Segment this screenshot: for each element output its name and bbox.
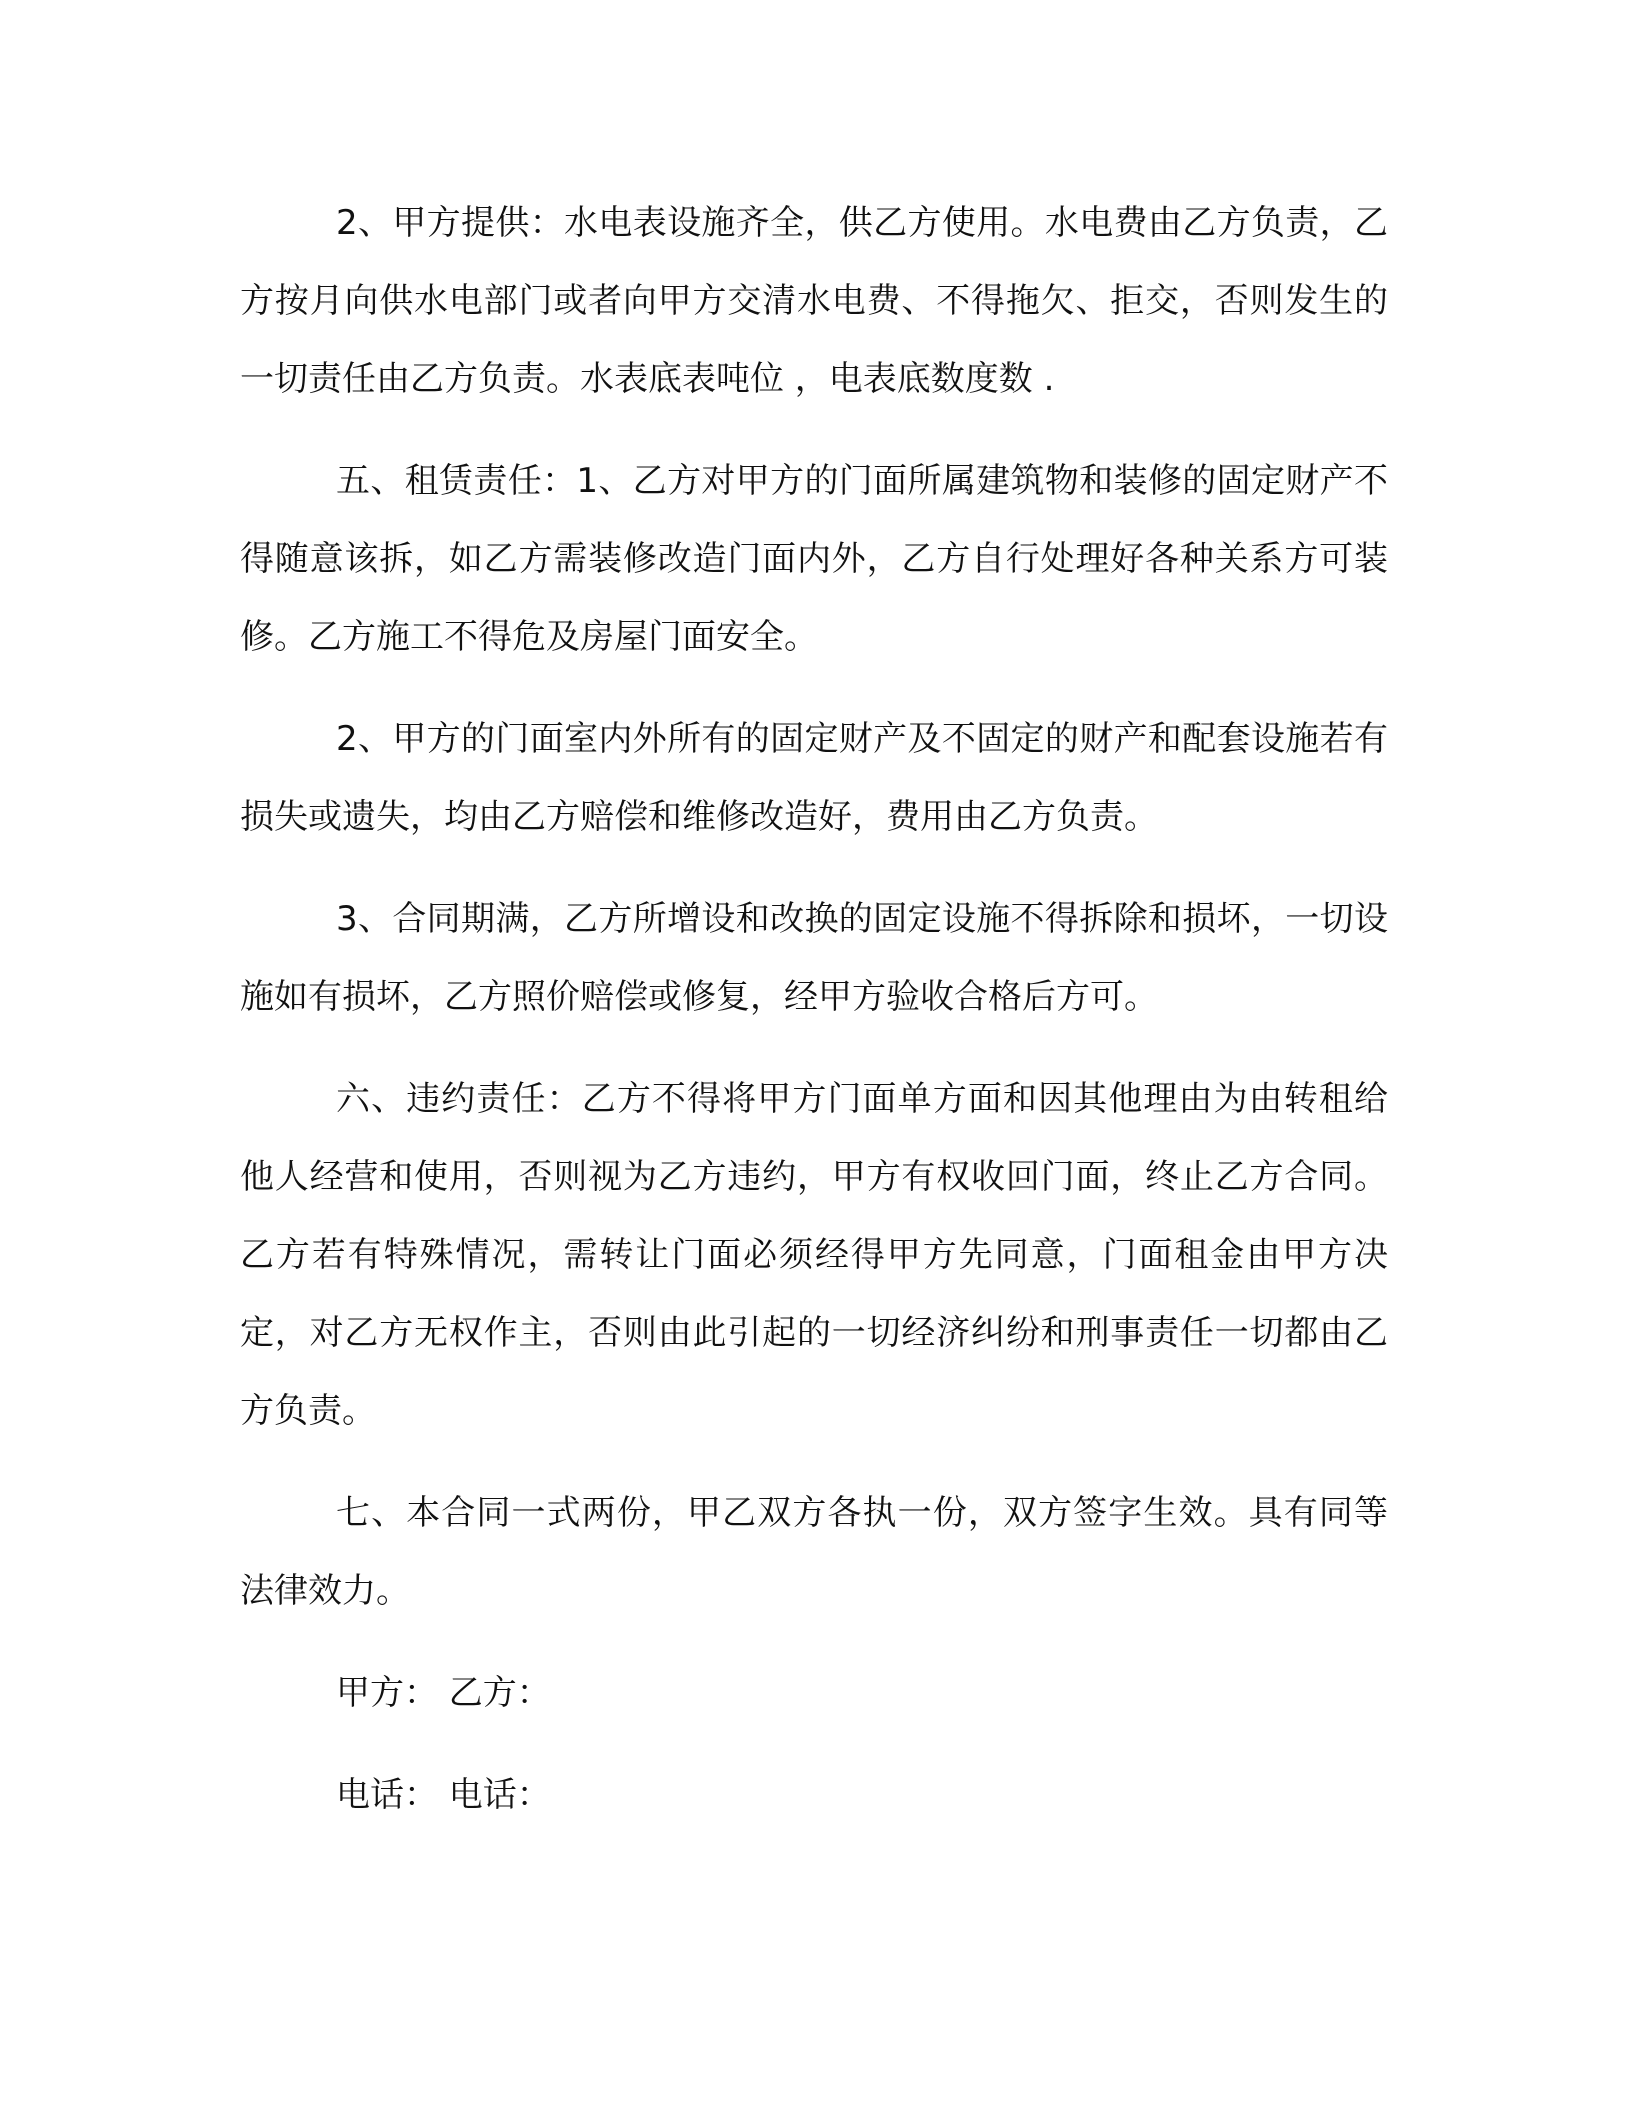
clause-water-electricity: 2、甲方提供：水电表设施齐全，供乙方使用。水电费由乙方负责，乙方按月向供水电部门或者向甲方交清水电费、不得拖欠、拒交，否则发生的一切责任由乙方负责。水表底表吨位 ，电表底数度数 . [240,203,1388,399]
document-page [240,184,1388,1858]
clause-copies-effect: 七、本合同一式两份，甲乙双方各执一份，双方签字生效。具有同等法律效力。 [240,1493,1388,1611]
clause-contract-expiry: 3、合同期满，乙方所增设和改换的固定设施不得拆除和损坏，一切设施如有损坏，乙方照价赔偿或修复，经甲方验收合格后方可。 [240,899,1388,1017]
clause-lease-responsibility: 五、租赁责任：1、乙方对甲方的门面所属建筑物和装修的固定财产不得随意该拆，如乙方需装修改造门面内外，乙方自行处理好各种关系方可装修。乙方施工不得危及房屋门面安全。 [240,461,1388,657]
clause-fixed-property-loss: 2、甲方的门面室内外所有的固定财产及不固定的财产和配套设施若有损失或遗失，均由乙方赔偿和维修改造好，费用由乙方负责。 [240,719,1388,837]
signature-parties: 甲方： 乙方： [336,1673,551,1713]
clause-breach-liability: 六、违约责任：乙方不得将甲方门面单方面和因其他理由为由转租给他人经营和使用，否则视为乙方违约，甲方有权收回门面，终止乙方合同。乙方若有特殊情况，需转让门面必须经得甲方先同意，门面租金由甲方决定，对乙方无权作主，否则由此引起的一切经济纠纷和刑事责任一切都由乙方负责。 [240,1079,1388,1431]
signature-phones: 电话： 电话： [336,1775,551,1815]
